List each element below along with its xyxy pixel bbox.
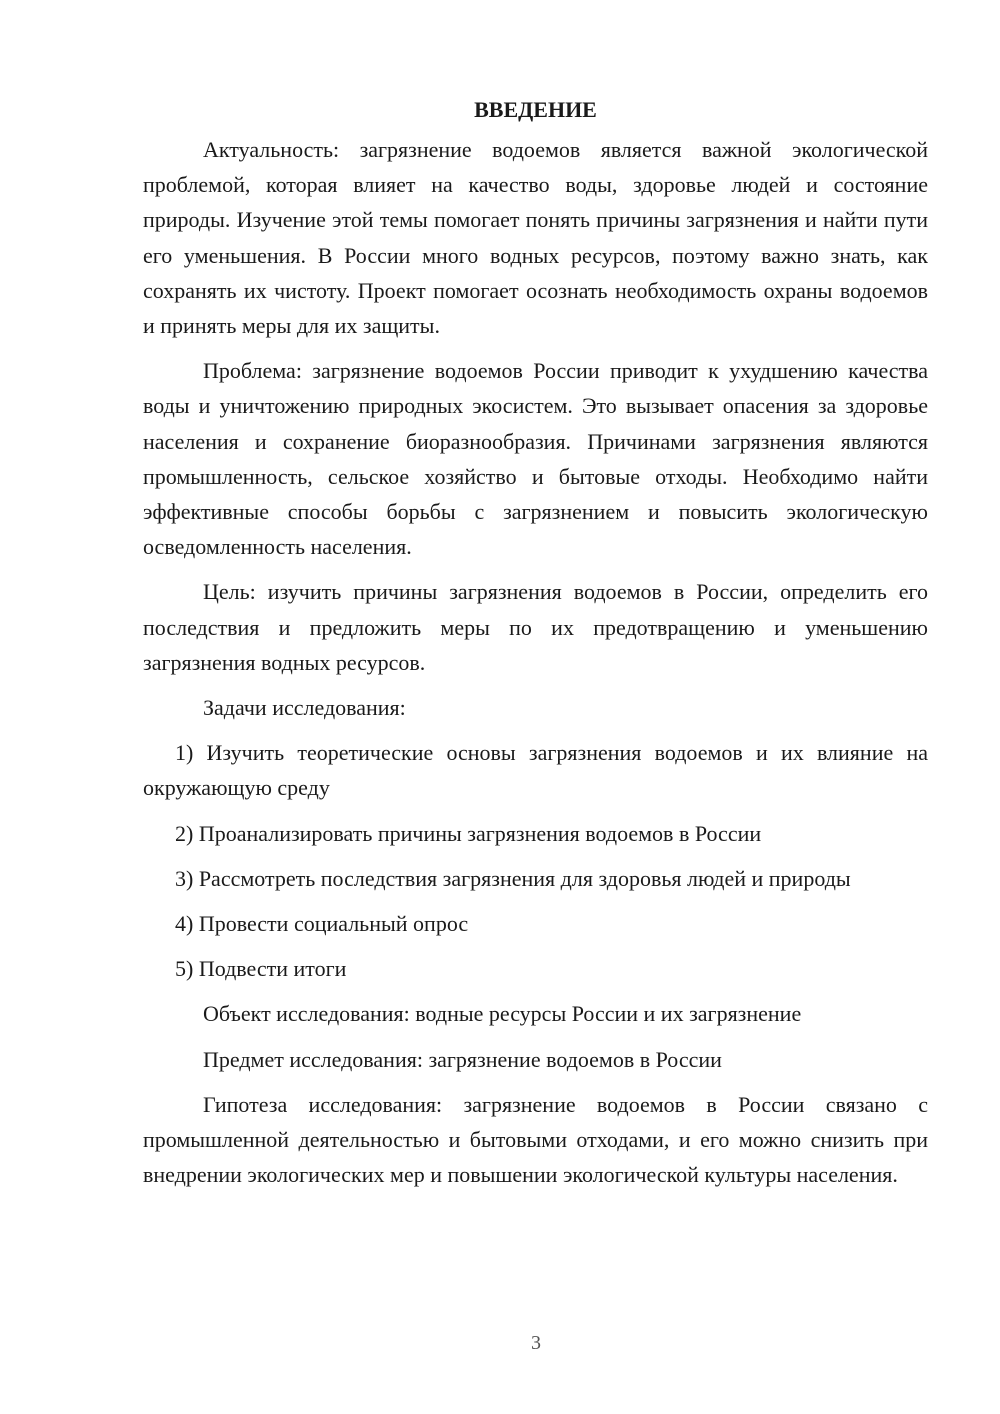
tasks-heading: Задачи исследования: xyxy=(203,695,406,721)
relevance-paragraph: Актуальность: загрязнение водоемов является важной экологической проблемой, которая влияет на качество воды, здоровье людей и состояние природы. Изучение этой темы помогает понять причины загрязнения и найти пути его уменьшения. В России много водных ресурсов, поэтому важно знать, как сохранять их чистоту. Проект помогает осознать необходимость охраны водоемов и принять меры для их защиты. xyxy=(143,137,928,339)
list-item: 5) Подвести итоги xyxy=(175,956,347,982)
tasks-list xyxy=(143,735,928,986)
subject-paragraph: Предмет исследования: загрязнение водоемов в России xyxy=(203,1046,722,1072)
page-number: 3 xyxy=(531,1332,541,1354)
list-item: 4) Провести социальный опрос xyxy=(175,911,469,937)
object-paragraph: Объект исследования: водные ресурсы России и их загрязнение xyxy=(203,1001,802,1027)
problem-paragraph: Проблема: загрязнение водоемов России приводит к ухудшению качества воды и уничтожению природных экосистем. Это вызывает опасения за здоровье населения и сохранение биоразнообразия. Причинами загрязнения являются промышленность, сельское хозяйство и бытовые отходы. Необходимо найти эффективные способы борьбы с загрязнением и повысить экологическую осведомленность населения. xyxy=(143,358,928,560)
goal-paragraph: Цель: изучить причины загрязнения водоемов в России, определить его последствия и предложить меры по их предотвращению и уменьшению загрязнения водных ресурсов. xyxy=(143,579,928,675)
list-item: 3) Рассмотреть последствия загрязнения для здоровья людей и природы xyxy=(175,865,851,891)
hypothesis-paragraph: Гипотеза исследования: загрязнение водоемов в России связано с промышленной деятельностью и бытовыми отходами, и его можно снизить при внедрении экологических мер и повышении экологической культуры населения. xyxy=(143,1091,928,1188)
list-item: 1) Изучить теоретические основы загрязнения водоемов и их влияние на окружающую среду xyxy=(143,740,928,801)
document-page xyxy=(143,92,928,1202)
page-title: ВВЕДЕНИЕ xyxy=(474,97,597,122)
list-item: 2) Проанализировать причины загрязнения водоемов в России xyxy=(175,820,762,846)
